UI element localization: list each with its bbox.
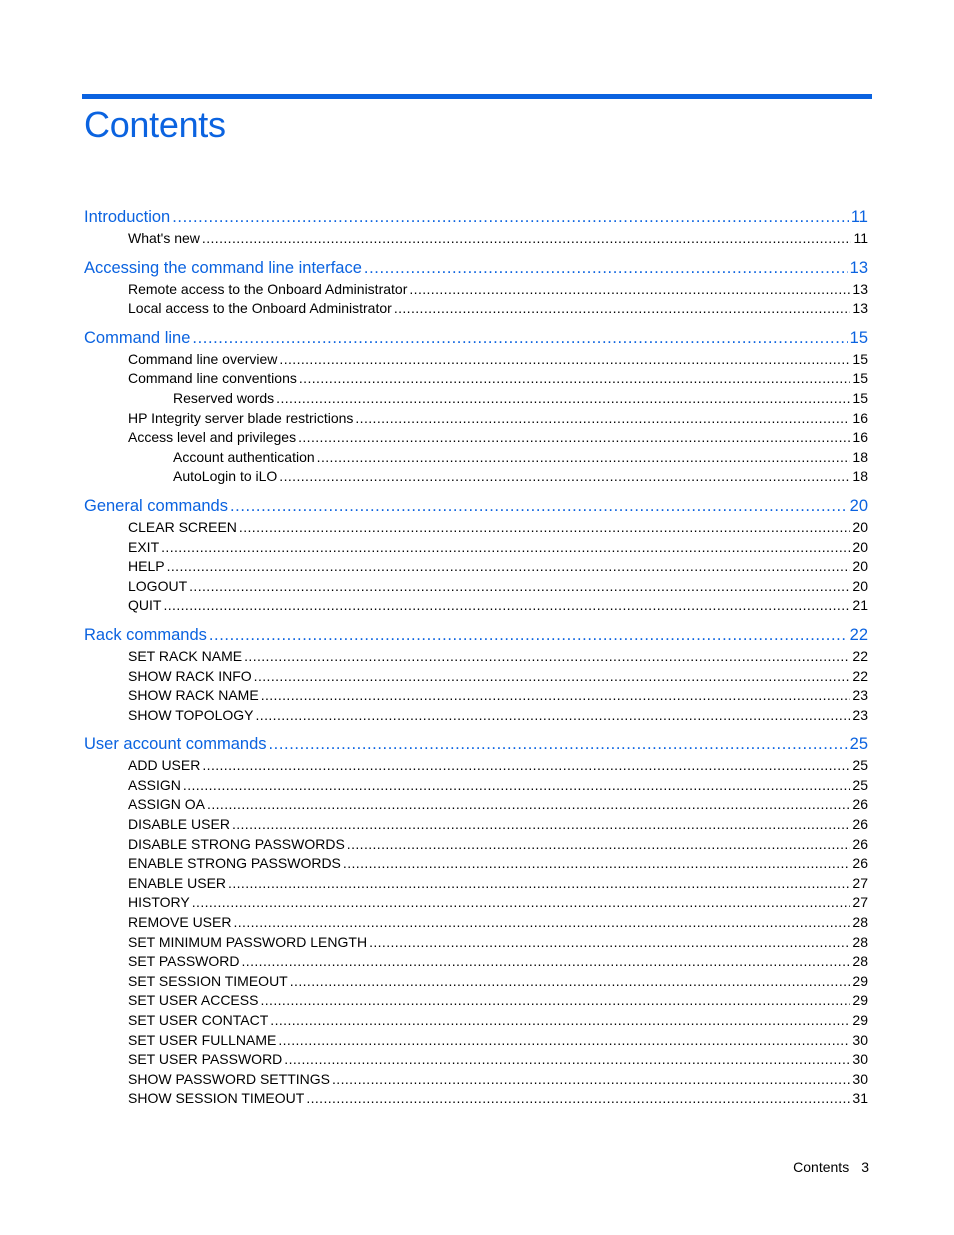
dot-leader	[192, 326, 847, 350]
dot-leader	[394, 299, 851, 319]
toc-page-number[interactable]: 28	[852, 953, 868, 970]
toc-page-number[interactable]: 29	[852, 992, 868, 1009]
dot-leader	[167, 557, 851, 577]
toc-entry-title[interactable]: QUIT	[128, 597, 162, 614]
toc-page-number[interactable]: 26	[852, 855, 868, 872]
dot-leader	[317, 448, 851, 468]
dot-leader	[298, 428, 850, 448]
dot-leader	[290, 972, 851, 992]
toc-entry-title[interactable]: SHOW TOPOLOGY	[128, 706, 254, 723]
toc-page-number[interactable]: 21	[852, 597, 868, 614]
toc-section-entry[interactable]	[84, 972, 868, 992]
toc-page-number[interactable]: 29	[852, 1012, 868, 1028]
toc-entry-title[interactable]: SET USER ACCESS	[128, 992, 259, 1009]
toc-page-number[interactable]: 16	[852, 429, 868, 446]
dot-leader	[232, 815, 850, 835]
toc-section-entry[interactable]	[84, 815, 868, 835]
dot-leader	[163, 596, 850, 616]
toc-page-number[interactable]: 27	[852, 874, 868, 891]
toc-section-entry[interactable]	[84, 428, 868, 448]
dot-leader	[202, 756, 850, 776]
toc-section-entry[interactable]	[84, 835, 868, 855]
toc-entry-title[interactable]: Reserved words	[173, 389, 275, 406]
toc-entry-title[interactable]: General commands	[84, 496, 228, 515]
toc-chapter-entry[interactable]	[84, 326, 868, 350]
toc-page-number[interactable]: 11	[850, 208, 868, 226]
toc-page-number[interactable]: 13	[849, 258, 868, 277]
toc-entry-title[interactable]: ENABLE USER	[128, 874, 227, 891]
toc-section-entry[interactable]	[84, 1031, 868, 1051]
toc-entry-title[interactable]: SHOW PASSWORD SETTINGS	[128, 1070, 330, 1087]
toc-section-entry[interactable]	[84, 795, 868, 815]
dot-leader	[172, 205, 849, 229]
toc-page-number[interactable]: 20	[849, 496, 868, 515]
toc-page-number[interactable]: 26	[852, 816, 868, 833]
toc-chapter	[84, 623, 868, 725]
toc-entry-title[interactable]: HISTORY	[128, 894, 190, 911]
dot-leader	[299, 369, 851, 389]
toc-entry-title[interactable]: SET SESSION TIMEOUT	[128, 972, 288, 989]
toc-subsubsection-entry[interactable]	[84, 467, 868, 487]
dot-leader	[239, 518, 851, 538]
toc-page-number[interactable]: 18	[852, 468, 868, 485]
dot-leader	[244, 647, 850, 667]
toc-section-entry[interactable]	[84, 557, 868, 577]
toc-chapter-entry[interactable]	[84, 732, 868, 756]
dot-leader	[230, 494, 848, 518]
toc-section-entry[interactable]	[84, 647, 868, 667]
dot-leader	[355, 409, 850, 429]
toc-section-entry[interactable]	[84, 518, 868, 538]
toc-section-entry[interactable]	[84, 706, 868, 726]
dot-leader	[202, 229, 852, 249]
toc-section-entry[interactable]	[84, 299, 868, 319]
toc-section-entry[interactable]	[84, 596, 868, 616]
dot-leader	[233, 913, 850, 933]
toc-subsubsection-entry[interactable]	[84, 389, 868, 409]
toc-page-number[interactable]: 20	[852, 538, 868, 555]
toc-entry-title[interactable]: User account commands	[84, 735, 267, 754]
toc-page-number[interactable]: 23	[852, 687, 868, 704]
dot-leader	[260, 991, 850, 1011]
dot-leader	[254, 667, 851, 687]
toc-entry-title[interactable]: SET MINIMUM PASSWORD LENGTH	[128, 933, 368, 950]
toc-page-number[interactable]: 11	[853, 230, 868, 246]
toc-page-number[interactable]: 30	[852, 1031, 868, 1048]
toc-entry-title[interactable]: ASSIGN	[128, 776, 181, 793]
toc-page-number[interactable]: 30	[852, 1070, 868, 1087]
toc-chapter	[84, 494, 868, 616]
dot-leader	[189, 577, 850, 597]
toc-entry-title[interactable]: SHOW RACK INFO	[128, 667, 252, 684]
dot-leader	[242, 952, 851, 972]
dot-leader	[228, 874, 850, 894]
dot-leader	[270, 1011, 850, 1031]
toc-page-number[interactable]: 20	[852, 518, 868, 535]
toc-chapter	[84, 732, 868, 1109]
toc-section-entry[interactable]	[84, 991, 868, 1011]
toc-page-number[interactable]: 15	[852, 350, 868, 367]
dot-leader	[261, 686, 851, 706]
toc-chapter-entry[interactable]	[84, 205, 868, 229]
toc-page-number[interactable]: 22	[849, 625, 868, 644]
dot-leader	[192, 893, 851, 913]
toc-section-entry[interactable]	[84, 776, 868, 796]
dot-leader	[269, 732, 848, 756]
toc-page-number[interactable]: 27	[852, 894, 868, 911]
toc-section-entry[interactable]	[84, 229, 868, 249]
dot-leader	[279, 350, 850, 370]
toc-page-number[interactable]: 25	[849, 735, 868, 754]
toc-page-number[interactable]: 18	[852, 448, 868, 465]
toc-entry-title[interactable]: SET USER CONTACT	[128, 1012, 269, 1028]
toc-section-entry[interactable]	[84, 1011, 868, 1031]
dot-leader	[207, 795, 850, 815]
toc-page-number[interactable]: 26	[852, 835, 868, 852]
dot-leader	[369, 933, 850, 953]
toc-entry-title[interactable]: Introduction	[84, 208, 171, 226]
toc-section-entry[interactable]	[84, 952, 868, 972]
toc-page-number[interactable]: 28	[852, 914, 868, 931]
toc-entry-title[interactable]: HELP	[128, 558, 165, 575]
toc-page-number[interactable]: 15	[852, 389, 868, 406]
toc-section-entry[interactable]	[84, 1070, 868, 1090]
toc-section-entry[interactable]	[84, 874, 868, 894]
toc-page-number[interactable]: 29	[852, 972, 868, 989]
toc-section-entry[interactable]	[84, 686, 868, 706]
toc-page-number[interactable]: 30	[852, 1051, 868, 1068]
toc-page-number[interactable]: 16	[852, 409, 868, 426]
dot-leader	[279, 467, 850, 487]
toc-section-entry[interactable]	[84, 409, 868, 429]
toc-entry-title[interactable]: Account authentication	[173, 448, 315, 465]
toc-entry-title[interactable]: Access level and privileges	[128, 429, 297, 446]
toc-page-number[interactable]: 13	[852, 280, 868, 297]
toc-entry-title[interactable]: ASSIGN OA	[128, 796, 206, 813]
toc-page-number[interactable]: 25	[852, 757, 868, 774]
toc-section-entry[interactable]	[84, 667, 868, 687]
toc-entry-title[interactable]: LOGOUT	[128, 577, 188, 594]
toc-chapter-entry[interactable]	[84, 494, 868, 518]
toc-section-entry[interactable]	[84, 350, 868, 370]
dot-leader	[161, 538, 850, 558]
toc-page-number[interactable]: 28	[852, 933, 868, 950]
header-rule	[82, 94, 872, 99]
footer-label: Contents	[793, 1159, 850, 1175]
toc-entry-title[interactable]: What's new	[128, 230, 200, 246]
toc-page-number[interactable]: 22	[852, 647, 868, 664]
toc-section-entry[interactable]	[84, 280, 868, 300]
toc-section-entry[interactable]	[84, 854, 868, 874]
toc-section-entry[interactable]	[84, 756, 868, 776]
footer-page-number: 3	[861, 1159, 869, 1175]
toc-entry-title[interactable]: Local access to the Onboard Administrator	[128, 300, 392, 317]
toc-entry-title[interactable]: SHOW SESSION TIMEOUT	[128, 1090, 305, 1107]
toc-chapter	[84, 256, 868, 319]
dot-leader	[284, 1050, 850, 1070]
toc-subsubsection-entry[interactable]	[84, 448, 868, 468]
toc-section-entry[interactable]	[84, 933, 868, 953]
toc-chapter-entry[interactable]	[84, 256, 868, 280]
toc-entry-title[interactable]: Remote access to the Onboard Administrator	[128, 280, 408, 297]
toc-section-entry[interactable]	[84, 893, 868, 913]
dot-leader	[332, 1070, 850, 1090]
toc-section-entry[interactable]	[84, 1050, 868, 1070]
dot-leader	[209, 623, 848, 647]
toc-section-entry[interactable]	[84, 538, 868, 558]
toc-entry-title[interactable]: SHOW RACK NAME	[128, 687, 259, 704]
dot-leader	[276, 389, 850, 409]
dot-leader	[364, 256, 848, 280]
dot-leader	[347, 835, 851, 855]
toc-entry-title[interactable]: DISABLE USER	[128, 816, 230, 833]
toc-chapter-entry[interactable]	[84, 623, 868, 647]
toc-entry-title[interactable]: CLEAR SCREEN	[128, 518, 237, 535]
toc-page-number[interactable]: 26	[852, 796, 868, 813]
dot-leader	[306, 1089, 850, 1109]
toc-section-entry[interactable]	[84, 913, 868, 933]
toc-page-number[interactable]: 13	[852, 300, 868, 317]
toc-section-entry[interactable]	[84, 369, 868, 389]
toc-page-number[interactable]: 25	[852, 776, 868, 793]
toc-entry-title[interactable]: SET USER FULLNAME	[128, 1031, 277, 1048]
toc-entry-title[interactable]: SET USER PASSWORD	[128, 1051, 283, 1068]
toc-entry-title[interactable]: Rack commands	[84, 625, 207, 644]
toc-chapter	[84, 326, 868, 487]
dot-leader	[278, 1031, 850, 1051]
table-of-contents	[84, 205, 868, 1116]
toc-entry-title[interactable]: Command line overview	[128, 350, 278, 367]
dot-leader	[343, 854, 851, 874]
dot-leader	[256, 706, 851, 726]
toc-entry-title[interactable]: HP Integrity server blade restrictions	[128, 409, 354, 426]
toc-entry-title[interactable]: AutoLogin to iLO	[173, 468, 278, 485]
toc-page-number[interactable]: 20	[852, 577, 868, 594]
toc-chapter	[84, 205, 868, 249]
toc-page-number[interactable]: 15	[849, 328, 868, 347]
toc-section-entry[interactable]	[84, 1089, 868, 1109]
toc-section-entry[interactable]	[84, 577, 868, 597]
dot-leader	[183, 776, 851, 796]
toc-entry-title[interactable]: SET RACK NAME	[128, 647, 243, 664]
page-footer	[793, 1159, 869, 1175]
toc-entry-title[interactable]: SET PASSWORD	[128, 953, 240, 970]
dot-leader	[409, 280, 850, 300]
toc-entry-title[interactable]: Accessing the command line interface	[84, 258, 362, 277]
page-title: Contents	[84, 104, 226, 145]
toc-entry-title[interactable]: Command line conventions	[128, 370, 297, 387]
toc-entry-title[interactable]: DISABLE STRONG PASSWORDS	[128, 835, 345, 852]
toc-page-number[interactable]: 15	[852, 370, 868, 387]
toc-entry-title[interactable]: Command line	[84, 328, 191, 347]
toc-entry-title[interactable]: EXIT	[128, 538, 160, 555]
toc-page-number[interactable]: 31	[852, 1090, 868, 1107]
toc-page-number[interactable]: 23	[852, 706, 868, 723]
toc-page-number[interactable]: 20	[852, 558, 868, 575]
toc-entry-title[interactable]: ENABLE STRONG PASSWORDS	[128, 855, 341, 872]
toc-page-number[interactable]: 22	[852, 667, 868, 684]
toc-entry-title[interactable]: ADD USER	[128, 757, 201, 774]
toc-entry-title[interactable]: REMOVE USER	[128, 914, 232, 931]
